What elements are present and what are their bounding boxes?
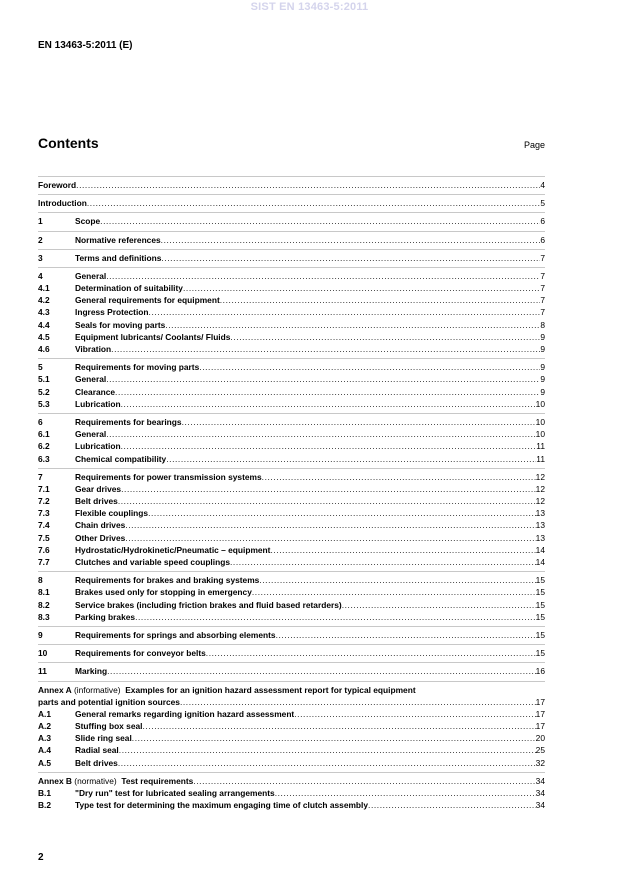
toc-entry-title: Requirements for conveyor belts bbox=[75, 648, 206, 659]
toc-entry-number: 5 bbox=[38, 362, 43, 373]
page-number: 2 bbox=[38, 852, 44, 863]
dot-leader bbox=[165, 319, 540, 331]
toc-entry-title: Requirements for springs and absorbing elements bbox=[75, 629, 276, 640]
toc-entry-title: Radial seal bbox=[75, 745, 119, 756]
toc-entry[interactable] bbox=[38, 483, 545, 495]
toc-entry-page: 4 bbox=[540, 179, 545, 190]
toc-entry-number: 5.3 bbox=[38, 398, 50, 409]
toc-entry[interactable] bbox=[38, 270, 545, 282]
watermark: SIST EN 13463-5:2011 bbox=[250, 1, 369, 13]
toc-entry-number: 7.2 bbox=[38, 496, 50, 507]
toc-entry-number: 7.7 bbox=[38, 557, 50, 568]
toc-entry-page: 10 bbox=[535, 416, 545, 427]
toc-entry[interactable] bbox=[38, 307, 545, 319]
dot-leader bbox=[368, 799, 536, 811]
toc-entry-page: 15 bbox=[535, 629, 545, 640]
toc-entry-page: 32 bbox=[535, 757, 545, 768]
page-column-label: Page bbox=[523, 140, 545, 150]
dot-leader bbox=[183, 282, 540, 294]
toc-entry-number: 4.5 bbox=[38, 331, 50, 342]
toc-entry-title: Terms and definitions bbox=[75, 252, 162, 263]
toc-entry-page: 7 bbox=[540, 295, 545, 306]
toc-entry-title: Requirements for power transmission systems bbox=[75, 471, 262, 482]
toc-entry-number: 5.2 bbox=[38, 386, 50, 397]
toc-entry-title: Equipment lubricants/ Coolants/ Fluids bbox=[75, 331, 231, 342]
toc-entry-title: Requirements for brakes and braking systems bbox=[75, 575, 260, 586]
toc-entry-number: 6.1 bbox=[38, 429, 50, 440]
toc-entry-page: 9 bbox=[540, 362, 545, 373]
dot-leader bbox=[142, 720, 535, 732]
annex-b-group bbox=[38, 772, 545, 812]
dot-leader bbox=[230, 556, 536, 568]
dot-leader bbox=[115, 386, 540, 398]
toc-entry-number: 7.4 bbox=[38, 520, 50, 531]
toc-entry[interactable] bbox=[38, 544, 545, 556]
dot-leader bbox=[161, 234, 541, 246]
toc-entry-title: Flexible couplings bbox=[75, 508, 149, 519]
toc-entry-page: 16 bbox=[535, 666, 545, 677]
dot-leader bbox=[220, 294, 541, 306]
toc-entry-title: General bbox=[75, 429, 107, 440]
toc-group bbox=[38, 267, 545, 355]
dot-leader bbox=[106, 373, 540, 385]
toc-entry-page: 6 bbox=[540, 216, 545, 227]
toc-entry[interactable] bbox=[38, 453, 545, 465]
dot-leader bbox=[111, 343, 540, 355]
dot-leader bbox=[135, 611, 536, 623]
toc-entry-number: 8.3 bbox=[38, 611, 50, 622]
annex-b-title: Test requirements bbox=[121, 775, 194, 786]
toc-entry[interactable] bbox=[38, 757, 545, 769]
toc-entry-page: 7 bbox=[540, 283, 545, 294]
toc-group bbox=[38, 249, 545, 264]
toc-entry-page: 12 bbox=[535, 483, 545, 494]
dot-leader bbox=[294, 708, 535, 720]
toc-entry-page: 7 bbox=[540, 252, 545, 263]
dot-leader bbox=[275, 787, 536, 799]
toc-entry-title: Ingress Protection bbox=[75, 307, 149, 318]
toc-entry-title: Introduction bbox=[38, 198, 87, 209]
toc-entry-title: Chain drives bbox=[75, 520, 126, 531]
toc-entry-number: 5.1 bbox=[38, 374, 50, 385]
toc-entry[interactable] bbox=[38, 574, 545, 586]
toc-entry[interactable] bbox=[38, 428, 545, 440]
toc-entry[interactable] bbox=[38, 440, 545, 452]
toc-entry[interactable] bbox=[38, 398, 545, 410]
toc-entry-number: 4.6 bbox=[38, 344, 50, 355]
toc-entry[interactable] bbox=[38, 215, 545, 227]
toc-entry-page: 12 bbox=[535, 496, 545, 507]
toc-entry-page: 9 bbox=[540, 331, 545, 342]
annex-a-title: Examples for an ignition hazard assessment report for typical equipment bbox=[125, 684, 416, 695]
toc-entry-page: 25 bbox=[535, 745, 545, 756]
dot-leader bbox=[193, 775, 535, 787]
toc-entry[interactable] bbox=[38, 745, 545, 757]
toc-entry[interactable] bbox=[38, 556, 545, 568]
toc-entry-page: 9 bbox=[540, 386, 545, 397]
toc-group bbox=[38, 176, 545, 191]
toc-entry-page: 34 bbox=[535, 788, 545, 799]
toc-entry-number: 4.3 bbox=[38, 307, 50, 318]
toc-entry[interactable] bbox=[38, 416, 545, 428]
toc-entry[interactable] bbox=[38, 708, 545, 720]
annex-a-group bbox=[38, 681, 545, 769]
toc-entry-number: 7.5 bbox=[38, 532, 50, 543]
dot-leader bbox=[125, 519, 535, 531]
document-reference: EN 13463-5:2011 (E) bbox=[38, 40, 133, 51]
toc-entry-title: General remarks regarding ignition hazard assessment bbox=[75, 708, 295, 719]
toc-entry-title: Stuffing box seal bbox=[75, 721, 143, 732]
toc-entry-page: 15 bbox=[535, 587, 545, 598]
toc-entry-title: Seals for moving parts bbox=[75, 319, 166, 330]
toc-entry-number: A.1 bbox=[38, 708, 52, 719]
toc-group bbox=[38, 468, 545, 569]
toc-entry-page: 10 bbox=[535, 429, 545, 440]
toc-entry[interactable] bbox=[38, 331, 545, 343]
toc-entry-title: General bbox=[75, 374, 107, 385]
dot-leader bbox=[206, 647, 536, 659]
toc-entry-page: 12 bbox=[535, 471, 545, 482]
toc-entry-page: 15 bbox=[535, 575, 545, 586]
toc-entry-number: 9 bbox=[38, 629, 43, 640]
annex-b-heading[interactable] bbox=[38, 775, 545, 787]
dot-leader bbox=[182, 416, 536, 428]
toc-entry-title: Vibration bbox=[75, 344, 112, 355]
toc-entry[interactable] bbox=[38, 732, 545, 744]
dot-leader bbox=[100, 215, 540, 227]
dot-leader bbox=[106, 270, 540, 282]
toc-entry-page: 6 bbox=[540, 234, 545, 245]
toc-entry[interactable] bbox=[38, 629, 545, 641]
toc-entry-page: 20 bbox=[535, 733, 545, 744]
dot-leader bbox=[270, 544, 535, 556]
toc-entry[interactable] bbox=[38, 665, 545, 677]
toc-entry-page: 15 bbox=[535, 648, 545, 659]
toc-entry-title: Brakes used only for stopping in emergency bbox=[75, 587, 252, 598]
dot-leader bbox=[121, 483, 536, 495]
toc-entry-number: 7.1 bbox=[38, 483, 50, 494]
toc-entry-page: 7 bbox=[540, 270, 545, 281]
toc-entry-title: Scope bbox=[75, 216, 101, 227]
toc-entry[interactable] bbox=[38, 179, 545, 191]
annex-a-page: 17 bbox=[535, 696, 545, 707]
dot-leader bbox=[121, 440, 537, 452]
toc-entry-page: 10 bbox=[535, 398, 545, 409]
dot-leader bbox=[119, 744, 536, 756]
toc-entry-title: Other Drives bbox=[75, 532, 126, 543]
annex-a-kind: (informative) bbox=[71, 684, 121, 695]
toc-entry-title: Clearance bbox=[75, 386, 116, 397]
dot-leader bbox=[149, 306, 541, 318]
toc-entry[interactable] bbox=[38, 197, 545, 209]
annex-a-heading[interactable] bbox=[38, 684, 545, 696]
toc-entry-title: General requirements for equipment bbox=[75, 295, 220, 306]
toc-entry[interactable] bbox=[38, 319, 545, 331]
toc-entry-number: 10 bbox=[38, 648, 48, 659]
toc-entry-page: 17 bbox=[535, 708, 545, 719]
toc-entry-number: A.2 bbox=[38, 721, 52, 732]
toc-entry[interactable] bbox=[38, 647, 545, 659]
toc-entry-number: 7.3 bbox=[38, 508, 50, 519]
toc-entry-title: Gear drives bbox=[75, 483, 122, 494]
toc-group bbox=[38, 358, 545, 410]
toc-group bbox=[38, 231, 545, 246]
toc-entry-number: A.4 bbox=[38, 745, 52, 756]
toc-entry-number: 4 bbox=[38, 270, 43, 281]
toc-entry[interactable] bbox=[38, 586, 545, 598]
toc-entry-number: 8 bbox=[38, 575, 43, 586]
toc-entry-title: Hydrostatic/Hydrokinetic/Pneumatic – equipment bbox=[75, 544, 271, 555]
toc-entry[interactable] bbox=[38, 373, 545, 385]
annex-b-label: Annex B bbox=[38, 775, 72, 786]
toc-entry-number: A.5 bbox=[38, 757, 52, 768]
dot-leader bbox=[262, 471, 536, 483]
toc-entry[interactable] bbox=[38, 532, 545, 544]
toc-entry[interactable] bbox=[38, 507, 545, 519]
toc-group bbox=[38, 662, 545, 677]
toc-entry[interactable] bbox=[38, 495, 545, 507]
toc-entry-number: 6 bbox=[38, 416, 43, 427]
toc-entry-number: 6.2 bbox=[38, 441, 50, 452]
toc-entry-page: 13 bbox=[535, 532, 545, 543]
toc-entry-title: Requirements for bearings bbox=[75, 416, 182, 427]
toc-entry-title: Marking bbox=[75, 666, 108, 677]
dot-leader bbox=[342, 599, 536, 611]
toc-entry-title: Parking brakes bbox=[75, 611, 136, 622]
toc-group bbox=[38, 571, 545, 623]
toc-group bbox=[38, 413, 545, 465]
toc-entry-page: 13 bbox=[535, 508, 545, 519]
dot-leader bbox=[180, 696, 536, 708]
toc-entry-title: Normative references bbox=[75, 234, 161, 245]
dot-leader bbox=[125, 532, 535, 544]
toc-entry-number: 4.1 bbox=[38, 283, 50, 294]
toc-entry-title: Lubrication bbox=[75, 441, 121, 452]
toc-entry-page: 14 bbox=[535, 544, 545, 555]
toc-entry-title: Lubrication bbox=[75, 398, 121, 409]
toc-entry[interactable] bbox=[38, 611, 545, 623]
annex-b-kind: (normative) bbox=[71, 775, 117, 786]
toc-group bbox=[38, 212, 545, 227]
toc-entry-number: 6.3 bbox=[38, 453, 50, 464]
dot-leader bbox=[121, 398, 536, 410]
annex-a-title-cont: parts and potential ignition sources bbox=[38, 696, 180, 707]
toc-entry-page: 9 bbox=[540, 344, 545, 355]
toc-entry-number: 1 bbox=[38, 216, 43, 227]
toc-entry-title: Slide ring seal bbox=[75, 733, 132, 744]
dot-leader bbox=[148, 507, 536, 519]
dot-leader bbox=[276, 629, 536, 641]
dot-leader bbox=[87, 197, 540, 209]
toc-entry-number: 7.6 bbox=[38, 544, 50, 555]
toc-entry-page: 11 bbox=[536, 453, 545, 464]
toc-entry[interactable] bbox=[38, 471, 545, 483]
toc-entry-title: Foreword bbox=[38, 179, 77, 190]
dot-leader bbox=[230, 331, 540, 343]
toc-entry-title: Belt drives bbox=[75, 496, 118, 507]
dot-leader bbox=[252, 586, 536, 598]
table-of-contents bbox=[38, 176, 545, 814]
toc-entry-number: 4.2 bbox=[38, 295, 50, 306]
toc-entry[interactable] bbox=[38, 799, 545, 811]
annex-b-page: 34 bbox=[535, 775, 545, 786]
toc-group bbox=[38, 644, 545, 659]
toc-entry-number: 8.2 bbox=[38, 599, 50, 610]
toc-entry-page: 7 bbox=[540, 307, 545, 318]
contents-title: Contents bbox=[38, 135, 99, 151]
dot-leader bbox=[107, 665, 536, 677]
toc-entry-number: 7 bbox=[38, 471, 43, 482]
toc-entry-page: 17 bbox=[535, 721, 545, 732]
toc-entry-number: 11 bbox=[38, 666, 47, 677]
toc-group bbox=[38, 626, 545, 641]
toc-entry[interactable] bbox=[38, 520, 545, 532]
toc-entry-title: Service brakes (including friction brakes and fluid based retarders) bbox=[75, 599, 342, 610]
annex-a-heading-cont[interactable] bbox=[38, 696, 545, 708]
toc-entry[interactable] bbox=[38, 294, 545, 306]
toc-entry[interactable] bbox=[38, 599, 545, 611]
toc-entry[interactable] bbox=[38, 386, 545, 398]
toc-entry-title: General bbox=[75, 270, 107, 281]
toc-entry-number: 2 bbox=[38, 234, 43, 245]
dot-leader bbox=[199, 361, 540, 373]
toc-entry-number: 4.4 bbox=[38, 319, 50, 330]
toc-entry-page: 5 bbox=[540, 198, 545, 209]
toc-entry-number: B.2 bbox=[38, 800, 52, 811]
toc-entry-page: 15 bbox=[535, 599, 545, 610]
toc-entry-title: "Dry run" test for lubricated sealing arrangements bbox=[75, 788, 275, 799]
toc-entry-number: 8.1 bbox=[38, 587, 50, 598]
annex-a-label: Annex A bbox=[38, 684, 72, 695]
toc-entry-number: 3 bbox=[38, 252, 43, 263]
toc-entry[interactable] bbox=[38, 343, 545, 355]
toc-entry-title: Requirements for moving parts bbox=[75, 362, 200, 373]
dot-leader bbox=[106, 428, 535, 440]
toc-entry-page: 34 bbox=[535, 800, 545, 811]
dot-leader bbox=[259, 574, 535, 586]
toc-entry-page: 11 bbox=[536, 441, 545, 452]
toc-entry-title: Clutches and variable speed couplings bbox=[75, 557, 230, 568]
toc-entry-title: Determination of suitability bbox=[75, 283, 183, 294]
toc-entry-page: 14 bbox=[535, 557, 545, 568]
dot-leader bbox=[118, 757, 536, 769]
toc-entry-title: Chemical compatibility bbox=[75, 453, 167, 464]
toc-entry-page: 13 bbox=[535, 520, 545, 531]
toc-entry[interactable] bbox=[38, 361, 545, 373]
dot-leader bbox=[118, 495, 536, 507]
toc-entry-number: B.1 bbox=[38, 788, 52, 799]
toc-entry[interactable] bbox=[38, 282, 545, 294]
toc-entry[interactable] bbox=[38, 720, 545, 732]
dot-leader bbox=[166, 453, 536, 465]
toc-entry-number: A.3 bbox=[38, 733, 52, 744]
dot-leader bbox=[161, 252, 540, 264]
toc-entry-page: 9 bbox=[540, 374, 545, 385]
toc-entry-title: Belt drives bbox=[75, 757, 118, 768]
toc-entry-page: 15 bbox=[535, 611, 545, 622]
toc-entry-title: Type test for determining the maximum engaging time of clutch assembly bbox=[75, 800, 369, 811]
toc-entry-page: 8 bbox=[540, 319, 545, 330]
dot-leader bbox=[76, 179, 540, 191]
toc-entry[interactable] bbox=[38, 787, 545, 799]
toc-group bbox=[38, 194, 545, 209]
dot-leader bbox=[132, 732, 536, 744]
toc-entry[interactable] bbox=[38, 252, 545, 264]
toc-entry[interactable] bbox=[38, 234, 545, 246]
